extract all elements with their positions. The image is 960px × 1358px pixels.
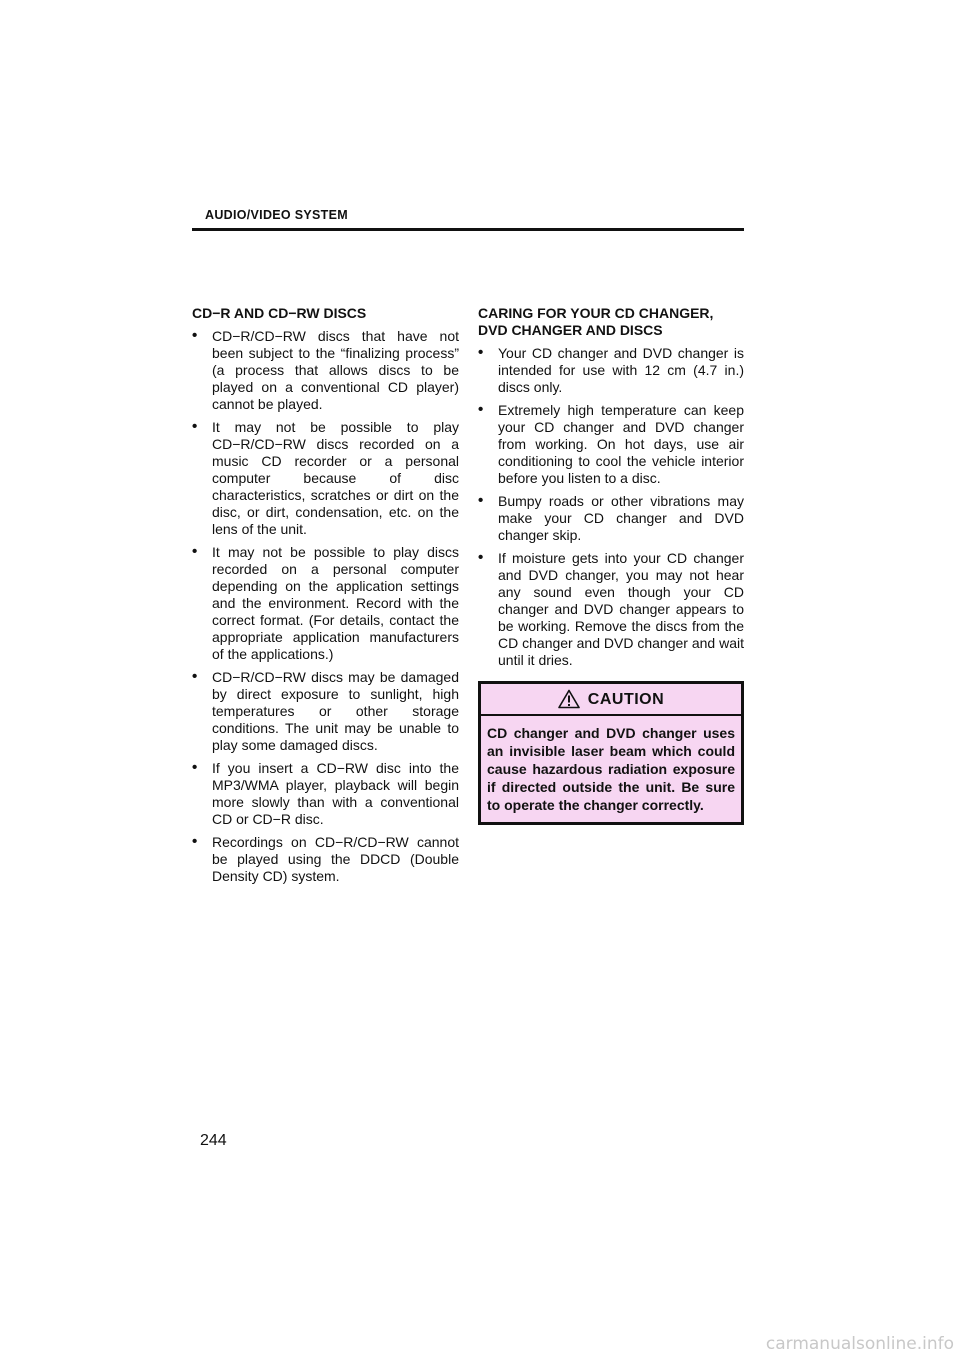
caution-text: CD changer and DVD changer uses an invisible laser beam which could cause hazardous radiation exposure if directed outside the unit. Be sure to operate the changer correctly. xyxy=(487,725,735,813)
watermark: carmanualsonline.info xyxy=(765,1334,954,1354)
list-item xyxy=(478,402,744,487)
bullet-icon: • xyxy=(478,492,484,509)
list-item xyxy=(192,669,459,754)
list-item xyxy=(192,760,459,828)
bullet-icon: • xyxy=(192,327,198,344)
bullet-icon: • xyxy=(478,344,484,361)
right-column xyxy=(478,305,744,825)
page-number: 244 xyxy=(200,1132,227,1149)
bullet-icon: • xyxy=(192,668,198,685)
cdr-cdrw-heading: CD−R AND CD−RW DISCS xyxy=(192,305,367,321)
cdr-cdrw-bullet-list xyxy=(192,328,459,885)
list-item-text: Recordings on CD−R/CD−RW cannot be played using the DDCD (Double Density CD) system. xyxy=(212,834,459,884)
caring-bullet-list xyxy=(478,345,744,669)
list-item-text: Extremely high temperature can keep your CD changer and DVD changer from working. On hot days, use air conditioning to cool the vehicle interior before you listen to a disc. xyxy=(498,402,744,486)
list-item xyxy=(478,345,744,396)
list-item xyxy=(192,419,459,538)
list-item xyxy=(192,834,459,885)
caution-header xyxy=(481,684,741,716)
caring-heading-line2: DVD CHANGER AND DISCS xyxy=(478,322,663,338)
list-item-text: It may not be possible to play CD−R/CD−RW discs recorded on a music CD recorder or a personal computer because of disc characteristics, scratches or dirt on the disc, or dirt, condensation, etc. on the lens of the unit. xyxy=(212,419,459,537)
list-item-text: Your CD changer and DVD changer is intended for use with 12 cm (4.7 in.) discs only. xyxy=(498,345,744,395)
list-item xyxy=(478,550,744,669)
header-rule xyxy=(192,228,744,231)
list-item-text: If moisture gets into your CD changer and DVD changer, you may not hear any sound even though your CD changer and DVD changer appears to be working. Remove the discs from the CD changer and DVD changer and wait until it dries. xyxy=(498,550,744,668)
list-item xyxy=(478,493,744,544)
bullet-icon: • xyxy=(478,401,484,418)
caring-heading-line1: CARING FOR YOUR CD CHANGER, xyxy=(478,305,714,321)
list-item-text: CD−R/CD−RW discs that have not been subject to the “finalizing process” (a process that allows discs to be played on a conventional CD player) cannot be played. xyxy=(212,328,459,412)
bullet-icon: • xyxy=(192,543,198,560)
bullet-icon: • xyxy=(192,833,198,850)
warning-triangle-icon xyxy=(558,689,580,709)
caution-box xyxy=(478,681,744,825)
list-item-text: If you insert a CD−RW disc into the MP3/WMA player, playback will begin more slowly than with a conventional CD or CD−R disc. xyxy=(212,760,459,827)
bullet-icon: • xyxy=(478,549,484,566)
list-item-text: Bumpy roads or other vibrations may make your CD changer and DVD changer skip. xyxy=(498,493,744,543)
left-column xyxy=(192,305,459,885)
bullet-icon: • xyxy=(192,418,198,435)
bullet-icon: • xyxy=(192,759,198,776)
caution-label: CAUTION xyxy=(587,690,665,708)
list-item xyxy=(192,544,459,663)
list-item xyxy=(192,328,459,413)
section-header-title: AUDIO/VIDEO SYSTEM xyxy=(205,208,348,222)
caring-heading xyxy=(478,305,744,339)
list-item-text: It may not be possible to play discs recorded on a personal computer depending on the application settings and the environment. Record with the correct format. (For details, contact the appropriate application manufacturers of the applications.) xyxy=(212,544,459,662)
list-item-text: CD−R/CD−RW discs may be damaged by direct exposure to sunlight, high temperatures or other storage conditions. The unit may be unable to play some damaged discs. xyxy=(212,669,459,753)
